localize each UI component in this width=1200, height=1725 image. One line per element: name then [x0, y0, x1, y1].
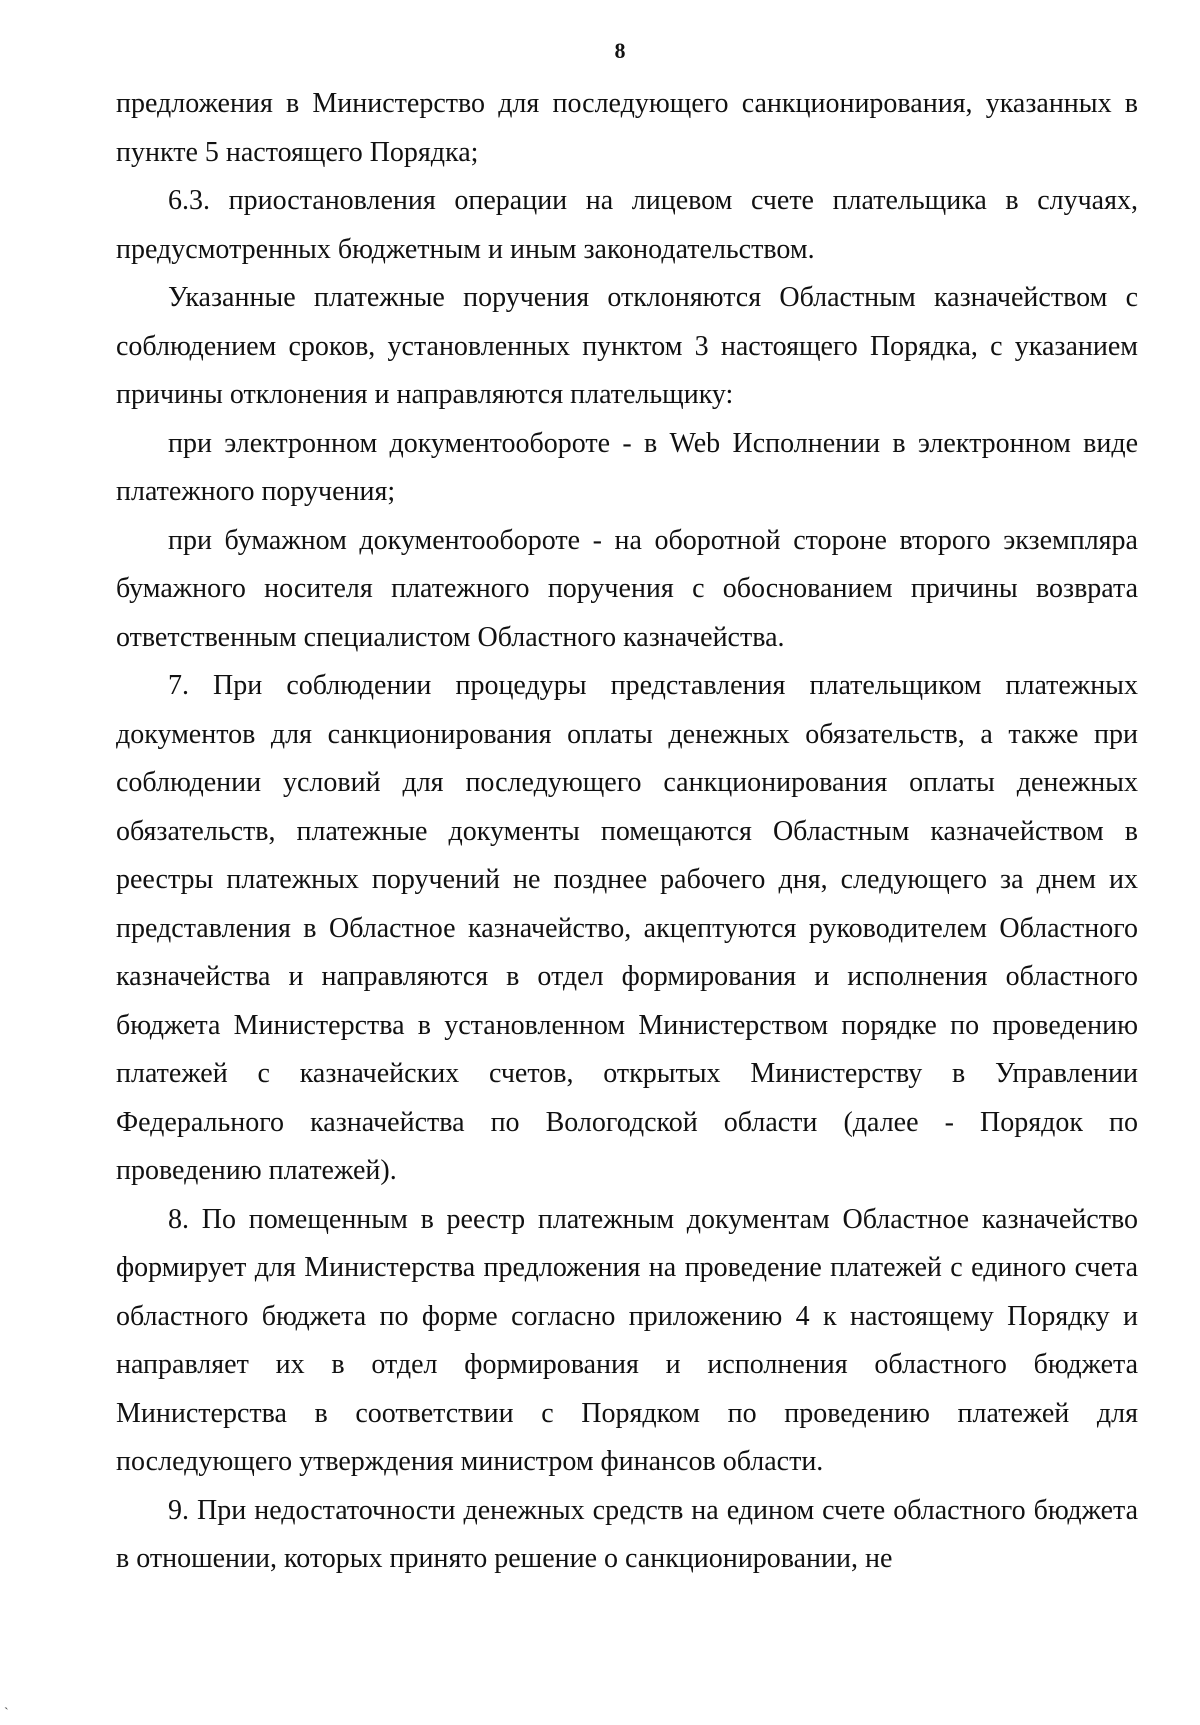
scan-edge-mark: ` — [4, 1706, 9, 1721]
paragraph-paper: при бумажном документообороте - на оборотной стороне второго экземпляра бумажного носителя платежного поручения с обоснованием причины возврата ответственным специалистом Областного казначейства. — [116, 524, 1138, 653]
paragraph-electronic: при электронном документообороте - в Web Исполнении в электронном виде платежного поручения; — [116, 427, 1138, 507]
page-number: 8 — [614, 38, 626, 63]
paragraph-continuation: предложения в Министерство для последующего санкционирования, указанных в пункте 5 настоящего Порядка; — [116, 88, 1138, 168]
paragraph-8: 8. По помещенным в реестр платежным документам Областное казначейство формирует для Министерства предложения на проведение платежей с единого счета областного бюджета по форме согласно приложению 4 к настоящему Порядку и направляет их в отдел формирования и исполнения областного бюджета Министерства в соответствии с Порядком по проведению платежей для последующего утверждения министром финансов области. — [116, 1203, 1138, 1477]
paragraph-7: 7. При соблюдении процедуры представления плательщиком платежных документов для санкционирования оплаты денежных обязательств, а также при соблюдении условий для последующего санкционирования оплаты денежных обязательств, платежные документы помещаются Областным казначейством в реестры платежных поручений не позднее рабочего дня, следующего за днем их представления в Областное казначейство, акцептуются руководителем Областного казначейства и направляются в отдел формирования и исполнения областного бюджета Министерства в установленном Министерством порядке по проведению платежей с казначейских счетов, открытых Министерству в Управлении Федерального казначейства по Вологодской области (далее - Порядок по проведению платежей). — [116, 670, 1138, 1186]
paragraph-6-3: 6.3. приостановления операции на лицевом счете плательщика в случаях, предусмотренных бюджетным и иным законодательством. — [116, 185, 1138, 265]
paragraph-9: 9. При недостаточности денежных средств на едином счете областного бюджета в отношении, которых принято решение о санкционировании, не — [116, 1494, 1138, 1574]
paragraph-rejection: Указанные платежные поручения отклоняются Областным казначейством с соблюдением сроков, установленных пунктом 3 настоящего Порядка, с указанием причины отклонения и направляются плательщику: — [116, 282, 1138, 410]
document-body — [116, 80, 1138, 1584]
